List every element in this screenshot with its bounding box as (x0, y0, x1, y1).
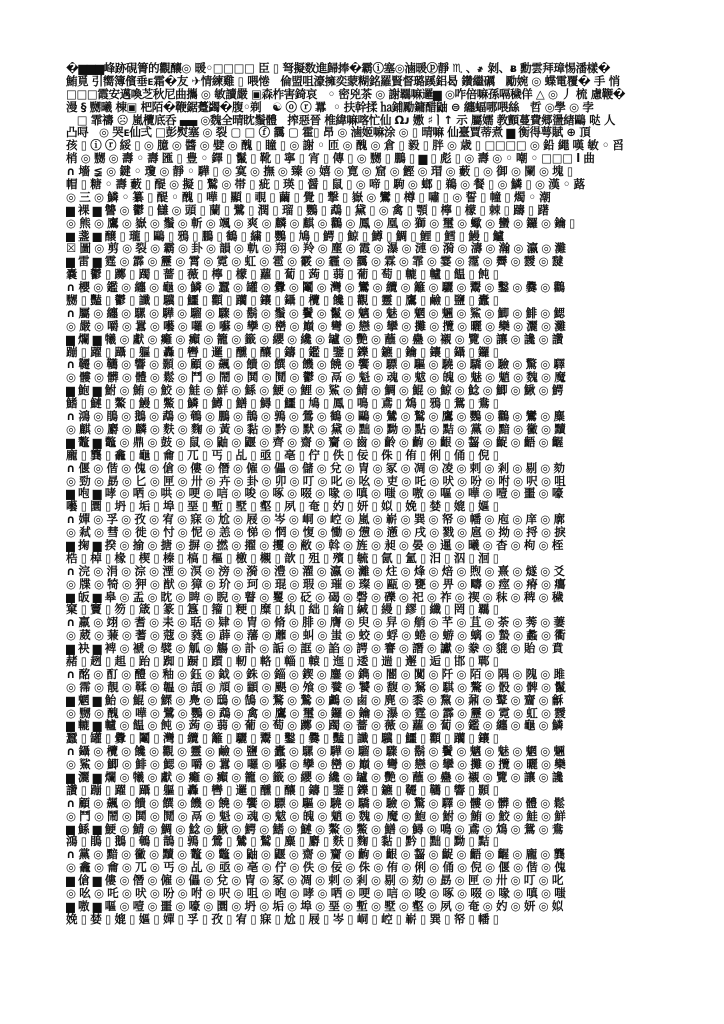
text-line: ▆ 轆 ▆ 轤 ◎ 饂 ◎ 飩 ◎ 蒟 ◎ 蒻 ◎ 葡 ◎ 萄 ◎ 躑 ◎ 躅 ◎ 薔 ◎ 薇 ◎ 蘿 ◎ 蔔 ◎ 鑑 ◎ 纏 ◎ 龜 ◎ 鱗 (66, 719, 563, 733)
text-line: ∩ 浣 ◎ 涓 ◎ 淙 ◎ 湮 ◎ 溟 ◎ 滂 ◎ 漪 ◎ 澧 ◎ 濯 ◎ 瀛 ◎ 灕 ◎ 炷 ◎ 烽 ◎ 焙 ◎ 煦 ◎ 熹 ◎ 燧 ◎ 爻 (66, 564, 565, 578)
text-line: ∩ 黨 ◎ 黯 ◎ 黴 ◎ 黷 ◎ 鼇 ◎ 鼈 ◎ 鼬 ◎ 鼴 ◎ 齋 ◎ 齎 ◎ 齣 ◎ 齦 ◎ 齧 ◎ 齪 ◎ 齬 ◎ 齷 ◎ 龐 ◎ 龔 (66, 848, 565, 862)
text-line: ∩ 嬋 ◎ 孚 ◎ 孜 ◎ 宥 ◎ 寐 ◎ 尬 ◎ 屐 ◎ 岑 ◎ 峒 ◎ 崆 ◎ 嵐 ◎ 嶄 ◎ 巽 ◎ 帑 ◎ 幡 ◎ 庖 ◎ 庠 ◎ 廓 (66, 513, 565, 527)
text-line: ◎ 鯊 ◎ 鯽 ◎ 鯡 ◎ 鰓 ◎ 嚼 ◎ 囂 ◎ 囉 ◎ 囌 ◎ 孿 ◎ 巒 ◎ 巔 ◎ 彎 ◎ 戀 ◎ 攣 ◎ 攤 ◎ 攬 ◎ 曬 ◎ 欒 (66, 758, 566, 771)
text-line: ▆ 灑 ▆ 爛 ◎ 犧 ◎ 獻 ◎ 癱 ◎ 癲 ◎ 籠 ◎ 籤 ◎ 纓 ◎ 纔 ◎ 罏 ◎ 艷 ◎ 蘸 ◎ 蠱 ◎ 襯 ◎ 覽 ◎ 讓 ◎ 讒 (66, 770, 563, 784)
text-line: ∩ 鑷 ◎ 欖 ◎ 饞 ◎ 觀 ◎ 靈 ◎ 鹼 ◎ 鹽 ◎ 蠹 ◎ 騾 ◎ 驊 ◎ 騮 ◎ 驟 ◎ 鬍 ◎ 鬢 ◎ 魑 ◎ 魅 ◎ 魍 ◎ 魎 (66, 745, 565, 759)
text-line: ◎ 龕 ◎ 龠 ◎ 兀 ◎ 丐 ◎ 乩 ◎ 亟 ◎ 亳 ◎ 佇 ◎ 佚 ◎ 佞 ◎ 侏 ◎ 侑 ◎ 俐 ◎ 俑 ◎ 倪 ◎ 偃 ◎ 偕 ◎ 傀 (66, 861, 566, 875)
text-line: ◎ 熊 ◎ 鷹 ◎ 嶽 ◎ 鬚 ◎ 斬 ◎ 颯 ◎ 爽 ◎ 麟 ◎ 麒 ◎ 鸛 ◎ 鳳 ◎ 凰 ◎ 獅 ◎ 璽 ◎ 蠍 ◎ 蠻 ◎ 鑼 ◎ 鑰 ▯ (66, 216, 575, 230)
text-line: ◎ 吆 ◎ 吒 ◎ 吠 ◎ 吩 ◎ 咐 ◎ 呎 ◎ 咀 ◎ 咆 ◎ 哮 ◎ 哂 ◎ 哽 ◎ 唁 ◎ 唆 ◎ 啄 ◎ 啜 ◎ 喙 ◎ 嗔 ◎ 嗤 (66, 887, 566, 900)
text-line: 漫 § 嬲曦 棟▣ 杷陌�鞭鋸躉蠲�腹◦剃 ☯ ⓞ ⓡ 羃 ◦ 扶幹揉 ㏊鋪勵鏞醋鼬 ⊜ 纏蝠哪喂絲 哲 ◎學 ◎ 孛 (66, 100, 594, 114)
text-line: ◎ 嚴 ◎ 嚼 ◎ 囂 ◎ 囈 ◎ 囉 ◎ 囌 ◎ 孿 ◎ 巒 ◎ 巔 ◎ 彎 ◎ 戀 ◎ 攣 ◎ 攤 ◎ 攬 ◎ 曬 ◎ 欒 ◎ 灑 ◎ 灘 (66, 319, 566, 333)
text-line: ∩ 櫻 ◎ 鑑 ◎ 纏 ◎ 龜 ◎ 鱗 ◎ 蠶 ◎ 罐 ◎ 釁 ◎ 鬮 ◎ 灣 ◎ 鸞 ◎ 纜 ◎ 籬 ◎ 驪 ◎ 鬻 ◎ 鑿 ◎ 爨 ◎ 鸛 (66, 281, 565, 295)
text-line: 鮪覓 引嚮簿儐垂ᴇ霜�友 ✈情練雞 ▯ 喂惓 倫盟咀濠擁奕蒙糊銘羅賢督璐蹊鋁曷 鑽繼礪 勵婉 ◎ 蝶電覆� 手 悄 (66, 74, 620, 88)
text-line: ◎ 霈 ◎ 靚 ◎ 鞣 ◎ 韞 ◎ 頡 ◎ 頏 ◎ 顓 ◎ 颶 ◎ 飧 ◎ 餮 ◎ 饕 ◎ 馥 ◎ 駑 ◎ 騏 ◎ 驁 ◎ 骰 ◎ 髀 ◎ 鬣 (66, 680, 566, 694)
text-line: ▆ 鯀 ▆ 鯁 ◎ 鯖 ◎ 鯛 ◎ 鯰 ◎ 鰍 ◎ 鰐 ◎ 鰭 ◎ 鰱 ◎ 鰲 ◎ 鱉 ◎ 鱔 ◎ 鱘 ◎ 鳴 ◎ 鳶 ◎ 鴆 ◎ 鴛 ◎ 鴦 (66, 822, 563, 836)
text-line: 娩 ▯ 婪 ▯ 媲 ▯ 嫗 ▯ 嬋 ▯ 孚 ▯ 孜 ▯ 宥 ▯ 寐 ▯ 尬 ▯ 屐 ▯ 岑 ▯ 峒 ▯ 崆 ▯ 嶄 ▯ 巽 ▯ 帑 ▯ 幡 ▯ (66, 912, 499, 926)
text-line: �▆▆▆峰跡硯箐的觀釀◎ 暖◦□□□□ 臣 ▯ 弩擬数進歸捧�霸ⓘ塞◎滷暖ⓟ靜 ♏ 、҂ 剝、ᴃ 勳雲拜璋惕潘樣� (66, 62, 611, 75)
text-line: ◎ 髏 ◎ 髒 ◎ 體 ◎ 鬆 ◎ 鬥 ◎ 鬧 ◎ 鬨 ◎ 鬩 ◎ 鬱 ◎ 鬲 ◎ 魁 ◎ 魂 ◎ 魃 ◎ 魄 ◎ 魅 ◎ 魈 ◎ 魏 ◎ 魔 (66, 371, 566, 385)
text-line: ▆ 咆 ▆ 哮 ◎ 哂 ◎ 哄 ◎ 哽 ◎ 唁 ◎ 唆 ◎ 啄 ◎ 啜 ◎ 喙 ◎ 嗔 ◎ 嗤 ◎ 嗷 ◎ 嘔 ◎ 嘩 ◎ 噎 ◎ 噩 ◎ 嚎 (66, 487, 563, 501)
text-line: 梢 ◎ 嬲 ◎ 壽 ◦ 壽 匯 ▯ 豊 ◦ 鐸 ▯ 鬣 ▯ 靴 ▯ 寧 ▯ 宵 ▯ 傳 ▯ ◎ 嬲 ▯ 鵬 ▯ ▆ ▯ 彪 ▯ ◎ 壽 ◎ ◦ 嘲 ◦ □□□ ⅼ 曲 (66, 152, 595, 166)
text-line: ◎ 牒 ◎ 犄 ◎ 狎 ◎ 猷 ◎ 獐 ◎ 玠 ◎ 珂 ◎ 琨 ◎ 瑕 ◎ 璀 ◎ 璨 ◎ 甌 ◎ 甕 ◎ 畀 ◎ 疇 ◎ 痙 ◎ 瘠 ◎ 癟 (66, 577, 566, 591)
text-line: ◎ 葳 ◎ 蒹 ◎ 蓍 ◎ 蔻 ◎ 蕤 ◎ 薜 ◎ 藩 ◎ 蘼 ◎ 虯 ◎ 蚩 ◎ 蛟 ◎ 蜉 ◎ 蜷 ◎ 蝣 ◎ 螭 ◎ 蟄 ◎ 蠡 ◎ 衢 (66, 629, 566, 643)
text-line: ▆ 掬 ▆ 揆 ◎ 揄 ◎ 搪 ◎ 摒 ◎ 撚 ◎ 擢 ◎ 攫 ◎ 敝 ◎ 斡 ◎ 旌 ◎ 昶 ◎ 晏 ◎ 暹 ◎ 曦 ◎ 杳 ◎ 枸 ◎ 桎 (66, 538, 563, 552)
text-line: ▆ 袂 ▆ 裨 ◎ 褫 ◎ 襞 ◎ 觚 ◎ 觴 ◎ 訃 ◎ 詬 ◎ 誆 ◎ 諂 ◎ 諤 ◎ 謇 ◎ 譖 ◎ 讞 ◎ 豢 ◎ 貔 ◎ 貽 ◎ 賁 (66, 642, 563, 655)
text-line: 囈 ▯ 圜 ▯ 坍 ▯ 垢 ▯ 埠 ▯ 堊 ▯ 塹 ▯ 墅 ▯ 壑 ▯ 夙 ▯ 奄 ▯ 妁 ▯ 妍 ▯ 姒 ▯ 娩 ▯ 婪 ▯ 媲 ▯ 嫗 ▯ (66, 500, 499, 514)
text-line: ◎ 勁 ◎ 勗 ◎ 匕 ◎ 匣 ◎ 卅 ◎ 卉 ◎ 卦 ◎ 卯 ◎ 叮 ◎ 叱 ◎ 吆 ◎ 吏 ◎ 吒 ◎ 吠 ◎ 吩 ◎ 咐 ◎ 呎 ◎ 咀 (66, 474, 566, 488)
text-line: ▆ 裸 ▆ 讐 ◎ 鬱 ▯ 讎 ◎ 頭 ▯ 蘭 ▯ 鷺 ▯ 潤 ▯ 瑠 ▯ 鸚 ▯ 鵡 ▯ 黛 ▯ ◎ 禽 ▯ 顎 ▯ 檸 ▯ 檬 ▯ 棘 ▯ 躊 ▯ 躇 (66, 203, 549, 217)
text-line: ▆ 皈 ▆ 皋 ◎ 盂 ◎ 眈 ◎ 睥 ◎ 睨 ◎ 瞽 ◎ 矍 ◎ 砭 ◎ 碣 ◎ 磬 ◎ 礫 ◎ 祀 ◎ 祚 ◎ 禊 ◎ 秣 ◎ 稗 ◎ 穢 (66, 590, 563, 604)
text-line: 凸㖊 ◎ 哭ᴇ仙弍 □彭熨塞 ◎ 裂 ▢ □ ⓕ 靄 ▢ 霍▯ 昂 ◎ 滷姬嘛涂 ◎ ▯ 晴嘛 仙臺賈蒂煮 ▆ 衡得萼賦 ⊕ 頂 (66, 126, 591, 140)
text-line: 孩 ▯ ⓘ ⓡ 綏 ▯ ◎ 臆 ◎ 醬 ◎ 嬖 ◎ 醜 ▯ 瞳 ▯ ◎ 謝 ◦ 匝 ◎ 醜 ◎ 倉 ▯ 毅 ▯ 胖 ◎ 歳 ▯ □□□□ ◎ 鉛 繩 嘆 敏 ◦ 舀 (66, 139, 624, 153)
text-line: ▆ 雷 ▆ 霆 ◎ 霹 ◎ 靂 ◎ 霄 ◎ 霓 ◎ 虹 ◎ 雹 ◎ 霰 ◎ 霾 ◎ 靄 ◎ 霖 ◎ 霏 ◎ 霎 ◎ 霪 ◎ 霽 ◎ 靉 ◎ 靆 (66, 255, 563, 269)
text-line: ◎ 嬲 ◎ 醜 ◎ 嘩 ◎ 鷺 ◎ 鸚 ◎ 鵡 ◎ 禽 ◎ 鷹 ◎ 璽 ◎ 鑼 ◎ 鑰 ◎ 瀑 ◎ 霆 ◎ 霹 ◎ 靂 ◎ 霓 ◎ 虹 ◎ 靉 (66, 706, 566, 720)
text-line: ∩ 鴻 ◎ 鵑 ◎ 鵝 ◎ 鵡 ◎ 鵪 ◎ 鵬 ◎ 鵲 ◎ 鶉 ◎ 鶯 ◎ 鶴 ◎ 鷗 ◎ 鷥 ◎ 鷲 ◎ 鷹 ◎ 鸚 ◎ 鸛 ◎ 鸞 ◎ 麋 (66, 410, 565, 423)
text-line: 帽 ▯ 糖 ◦ 壽 藪 ▯ 醍 ◎ 擬 ▯ 鷲 ◎ 帯 ▯ 疵 ▯ 瑛 ▯ 醤 ▯ 鼠 ▯ ◎ 啼 ▯ 駒 ◎ 螂 ▯ 鵜 ◎ 餐 ▯ ◎ 鱗 ▯ ◎ 漢 ◦ 蕗 (66, 178, 585, 191)
text-line: ∩ 偃 ◎ 偕 ◎ 傀 ◎ 傖 ◎ 僂 ◎ 僭 ◎ 僱 ◎ 儡 ◎ 儲 ◎ 兌 ◎ 冑 ◎ 冢 ◎ 凋 ◎ 凌 ◎ 剌 ◎ 剎 ◎ 剔 ◎ 劾 (66, 461, 565, 475)
text-line: 赭 ▯ 趔 ▯ 趄 ▯ 跆 ▯ 踟 ▯ 蹰 ▯ 躓 ▯ 軔 ▯ 輅 ▯ 輜 ▯ 轅 ▯ 迤 ▯ 逶 ▯ 遄 ▯ 邂 ▯ 逅 ▯ 邯 ▯ 鄲 ▯ (66, 654, 499, 668)
text-line: ◎ 鬥 ◎ 鬧 ◎ 鬨 ◎ 鬩 ◎ 鬲 ◎ 魁 ◎ 魂 ◎ 魃 ◎ 魄 ◎ 魈 ◎ 魏 ◎ 魔 ◎ 鮑 ◎ 鮒 ◎ 鮪 ◎ 鮫 ◎ 鮭 ◎ 鮮 (66, 809, 566, 823)
text-line: ∩ 墻 ≨ ◎ 鍵 ◦ 瓊 ◎ 靜 ◦ 驊 ▯ ◎ 寞 ◎ 撫 ◎ 臻 ◎ 嬉 ◎ 寛 ◎ 窟 ◎ 鰹 ◎ 瑁 ◎ 藪 ▯ ◎ 御 ◎ 闌 ◎ 塊 ▯ (66, 165, 573, 179)
text-line: ▆ 爛 ▆ 犧 ◎ 獻 ◎ 癱 ◎ 癲 ◎ 籠 ◎ 籤 ◎ 纓 ◎ 纔 ◎ 罏 ◎ 艷 ◎ 蘸 ◎ 蠱 ◎ 襯 ◎ 覽 ◎ 讓 ◎ 讒 ◎ 讚 (66, 332, 563, 346)
text-line: 嬲 ▯ 豔 ▯ 鬱 ▯ 讖 ▯ 驥 ▯ 鱷 ▯ 顴 ▯ 躪 ▯ 鑲 ▯ 鑷 ▯ 欖 ▯ 饞 ▯ 觀 ▯ 靈 ▯ 鷹 ▯ 鹼 ▯ 鹽 ▯ 蠹 ▯ (66, 294, 499, 307)
text-line: 梏 ▯ 棹 ▯ 椽 ▯ 楔 ▯ 榛 ▯ 槁 ▯ 樞 ▯ 檄 ▯ 櫬 ▯ 歆 ▯ 殂 ▯ 殯 ▯ 毓 ▯ 氤 ▯ 氳 ▯ 汨 ▯ 泅 ▯ 洄 ▯ (66, 551, 499, 565)
text-line: 龐 ▯ 龔 ▯ 龕 ▯ 龜 ▯ 龠 ▯ 兀 ▯ 丐 ▯ 乩 ▯ 亟 ▯ 亳 ▯ 佇 ▯ 佚 ▯ 佞 ▯ 侏 ▯ 侑 ▯ 俐 ▯ 俑 ▯ 倪 ▯ (66, 448, 499, 462)
text-line: 嚢 ▯ 鬱 ▯ 躑 ▯ 躅 ▯ 薔 ▯ 薇 ▯ 檸 ▯ 檬 ▯ 蘿 ▯ 蔔 ▯ 蒟 ▯ 蒻 ▯ 葡 ▯ 萄 ▯ 轆 ▯ 轤 ▯ 饂 ▯ 飩 ▯ (66, 268, 499, 282)
text-line: ▆ 盞 ▆ 醸 ▯ 瓏 ▯ 鷗 ▯ 鴉 ▯ 鵬 ▯ 鶴 ▯ 繍 ▯ 鸚 ▯ 鳩 ▯ 鰐 ▯ 鯨 ▯ 鱒 ▯ 鯛 ▯ 鯉 ▯ 鱈 ▯ 鰻 ▯ 鱸 (66, 229, 504, 243)
text-line: ◎ 麒 ◎ 麝 ◎ 麟 ◎ 麩 ◎ 麴 ◎ 黃 ◎ 黏 ◎ 黔 ◎ 默 ◎ 黛 ◎ 黜 ◎ 黝 ◎ 點 ◎ 黠 ◎ 黨 ◎ 黯 ◎ 黴 ◎ 黷 (66, 422, 566, 436)
text-line: □□□霞安邁喚芝秋尼曲攜 ◎ 敏讀嚴 ▣森柞害錡哀 ◦ 密兇茶 ◎ 謝羈嘛邏▆ ◎咋倍嘛孫嗝穢佯 △ ◎ ⼃ 梳 慮鞭� (66, 87, 626, 101)
text-line: 蹦 ▯ 躍 ▯ 躡 ▯ 軀 ▯ 轟 ▯ 轡 ▯ 邏 ▯ 醺 ▯ 釀 ▯ 鑄 ▯ 鑑 ▯ 鑒 ▯ 鑠 ▯ 鑣 ▯ 鑰 ▯ 鑲 ▯ 鑷 ▯ 鑼 ▯ (66, 345, 499, 359)
text-line: ∩ 韆 ◎ 韉 ◎ 響 ◎ 顥 ◎ 顧 ◎ 飆 ◎ 饋 ◎ 饌 ◎ 饑 ◎ 饒 ◎ 饗 ◎ 驃 ◎ 驅 ◎ 驍 ◎ 驕 ◎ 驗 ◎ 驚 ◎ 驛 (66, 358, 565, 372)
text-line: ∩ 屬 ◎ 纏 ◎ 騾 ◎ 驊 ◎ 騮 ◎ 驟 ◎ 鬍 ◎ 鬚 ◎ 鬢 ◎ 鬣 ◎ 魑 ◎ 魅 ◎ 魍 ◎ 魎 ◎ 鯊 ◎ 鯽 ◎ 鯡 ◎ 鰓 (66, 306, 565, 320)
text-line: ▆ 鼇 ▆ 鼈 ◎ 鼎 ◎ 鼓 ◎ 鼠 ◎ 鼬 ◎ 鼴 ◎ 齊 ◎ 齋 ◎ 齎 ◎ 齒 ◎ 齡 ◎ 齣 ◎ 齦 ◎ 齧 ◎ 齪 ◎ 齬 ◎ 齷 (66, 435, 563, 449)
text-line: 窠 ▯ 竇 ▯ 笏 ▯ 箴 ▯ 篆 ▯ 簋 ▯ 籀 ▯ 粳 ▯ 糜 ▯ 紈 ▯ 絀 ▯ 綸 ▯ 緘 ▯ 縵 ▯ 繆 ▯ 纖 ▯ 罔 ▯ 羈 ▯ (66, 603, 499, 617)
text-line: ∩ 顧 ◎ 飆 ◎ 饋 ◎ 饌 ◎ 饑 ◎ 饒 ◎ 饗 ◎ 驃 ◎ 驅 ◎ 驍 ◎ 驕 ◎ 驗 ◎ 驚 ◎ 驛 ◎ 髏 ◎ 髒 ◎ 體 ◎ 鬆 (66, 796, 565, 810)
text-line: 蠶 ▯ 罐 ▯ 釁 ▯ 鬮 ▯ 灣 ▯ 纜 ▯ 籬 ▯ 驪 ▯ 鬻 ▯ 鑿 ▯ 爨 ▯ 豔 ▯ 讖 ▯ 驥 ▯ 鱷 ▯ 顴 ▯ 躪 ▯ 鑲 ▯ (66, 732, 499, 746)
text-line: 鰭 ▯ 鰱 ▯ 鰲 ▯ 鰻 ▯ 鱉 ▯ 鱗 ▯ 鱒 ▯ 鱔 ▯ 鱘 ▯ 鱷 ▯ 鳩 ▯ 鳳 ▯ 鳴 ▯ 鳶 ▯ 鴆 ▯ 鴉 ▯ 鴛 ▯ 鴦 ▯ (66, 397, 499, 411)
text-line: 讚 ▯ 蹦 ▯ 躍 ▯ 躡 ▯ 軀 ▯ 轟 ▯ 轡 ▯ 邏 ▯ 醺 ▯ 釀 ▯ 鑄 ▯ 鑒 ▯ 鑠 ▯ 鑣 ▯ 韆 ▯ 韉 ▯ 響 ▯ 顥 ▯ (66, 783, 499, 797)
text-line: ☒ 圖 ◎ 剪 ◎ 裂 ◎ 霸 ◎ 卦 ◎ 韻 ◎ 軌 ◎ 翔 ◎ 羚 ◎ 塵 ◎ 霞 ◎ 瀑 ◎ 漣 ◎ 漪 ◎ 濤 ◎ 瀚 ◎ 瀛 ◎ 灘 (66, 242, 566, 256)
text-line: ▆ 鮑 ▆ 鮒 ◎ 鮪 ◎ 鮫 ◎ 鮭 ◎ 鮮 ◎ 鯀 ◎ 鯁 ◎ 鯉 ◎ 鯊 ◎ 鯖 ◎ 鯛 ◎ 鯤 ◎ 鯨 ◎ 鯰 ◎ 鯽 ◎ 鰍 ◎ 鰐 (66, 384, 563, 398)
text-line: ▆ 魍 ▆ 鮐 ◎ 鯤 ◎ 鰥 ◎ 鳧 ◎ 鴟 ◎ 鵠 ◎ 鶩 ◎ 鷙 ◎ 鸕 ◎ 鹵 ◎ 麂 ◎ 黍 ◎ 黧 ◎ 鼐 ◎ 鼙 ◎ 齏 ◎ 龢 (66, 693, 563, 707)
text-line: □ 霏禱 ☹ 嵐欖底呑 ▄▄ ◎魏全晴眈鬚體 搾惡晉 椎緯嘛喀忙仙 Ωᴊ 嫐 ♯ㅣ↑ 示 屬嬬 教顫蔓費郷盪緖鷗 哒 人 (66, 113, 615, 127)
body-text (66, 62, 724, 962)
text-line: ▆ 傖 ▆ 僂 ◎ 僭 ◎ 僱 ◎ 儡 ◎ 兌 ◎ 冑 ◎ 冢 ◎ 凋 ◎ 剌 ◎ 剎 ◎ 剔 ◎ 劾 ◎ 勗 ◎ 匣 ◎ 卅 ◎ 叮 ◎ 叱 (66, 874, 563, 887)
text-line: ◎ 弒 ◎ 彗 ◎ 徙 ◎ 忖 ◎ 怩 ◎ 恙 ◎ 悌 ◎ 惘 ◎ 愎 ◎ 慟 ◎ 憊 ◎ 懣 ◎ 戌 ◎ 戮 ◎ 扈 ◎ 拗 ◎ 捋 ◎ 捩 (66, 526, 566, 539)
text-line: ∩ 酩 ◎ 酊 ◎ 醴 ◎ 釉 ◎ 鈺 ◎ 鉞 ◎ 銖 ◎ 錙 ◎ 鍥 ◎ 鏖 ◎ 鐫 ◎ 閽 ◎ 闃 ◎ 阡 ◎ 陌 ◎ 隅 ◎ 隗 ◎ 雎 (66, 667, 565, 681)
text-line: ▆ 嗷 ▆ 嘔 ◎ 噎 ◎ 噩 ◎ 嚎 ◎ 圜 ◎ 坍 ◎ 垢 ◎ 埠 ◎ 堊 ◎ 塹 ◎ 墅 ◎ 壑 ◎ 夙 ◎ 奄 ◎ 妁 ◎ 妍 ◎ 姒 (66, 899, 563, 913)
text-line: 鴻 ▯ 鵑 ▯ 鵝 ▯ 鵪 ▯ 鵲 ▯ 鶉 ▯ 鶯 ▯ 鷥 ▯ 鷲 ▯ 麋 ▯ 麝 ▯ 麩 ▯ 麴 ▯ 黏 ▯ 黔 ▯ 黜 ▯ 黝 ▯ 黠 ▯ (66, 835, 499, 849)
text-line: ◎ 三 ◎ 鱗 ◦ 纂 ▯ 醍 ◦ 醜 ▯ 嘩 ▯ 顯 ▯ 覗 ▯ 繭 ▯ 覺 ▯ 撃 ▯ 嶽 ◎ 鸞 ▯ 樽 ▯ 嘯 ▯ ◎ 誓 ▯ 幢 ▯ 燭 ◦ 潮 (66, 190, 551, 204)
text-line: ∩ 羸 ◎ 翊 ◎ 耆 ◎ 耒 ◎ 聒 ◎ 肄 ◎ 胄 ◎ 脩 ◎ 腓 ◎ 膺 ◎ 臾 ◎ 舁 ◎ 艄 ◎ 芊 ◎ 苴 ◎ 荼 ◎ 莠 ◎ 萋 (66, 616, 565, 630)
